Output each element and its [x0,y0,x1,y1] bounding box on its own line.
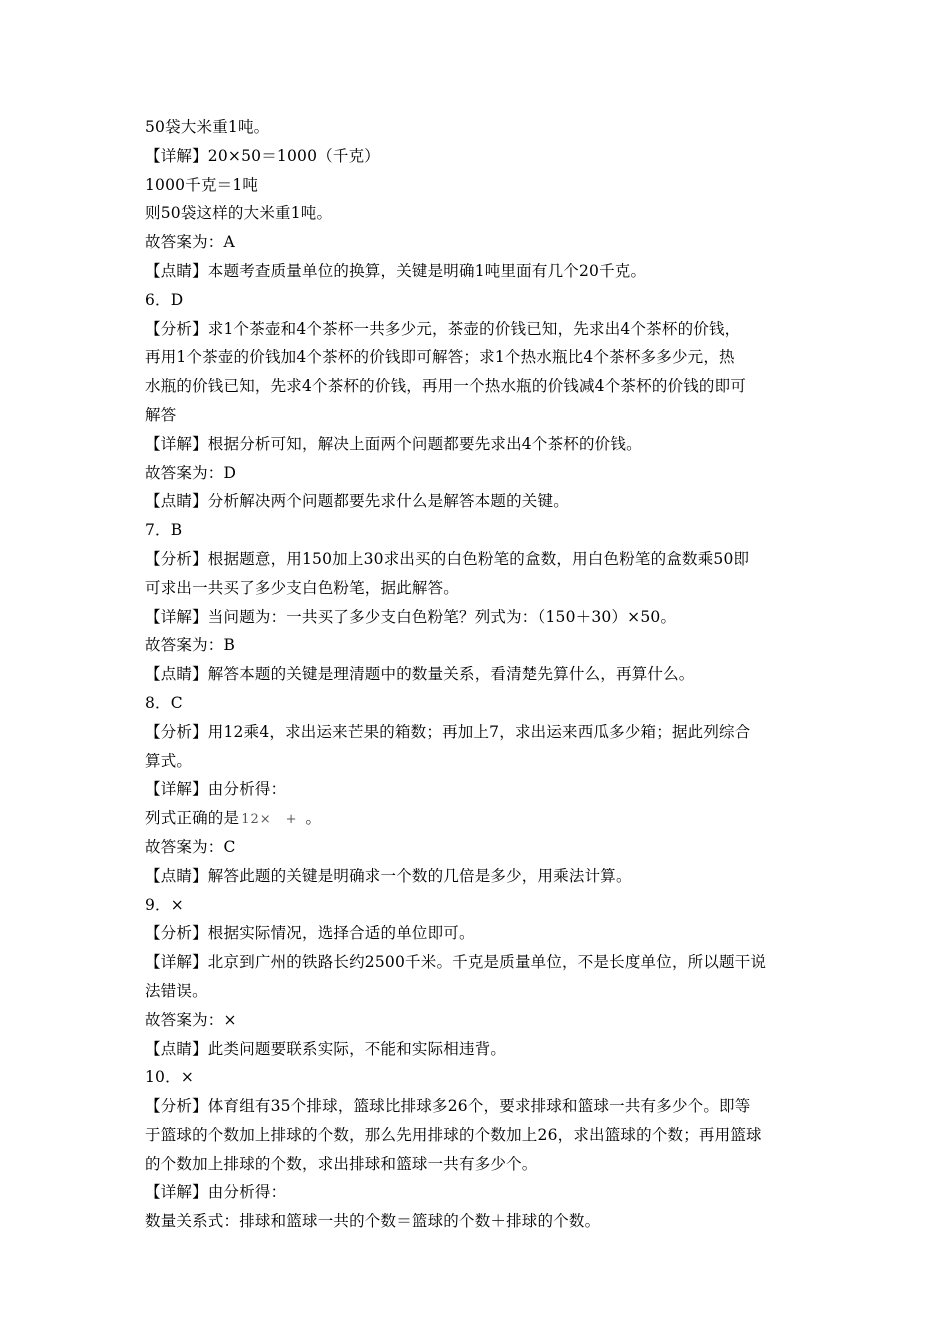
text-line: 50袋大米重1吨。 [145,118,270,136]
text-line: 解答 [145,405,177,424]
text-line: 【详解】北京到广州的铁路长约2500千米。千克是质量单位，不是长度单位，所以题干说 [145,953,767,972]
text-line: 则50袋这样的大米重1吨。 [145,204,333,223]
text-line: 【详解】20×50＝1000（千克） [145,146,380,165]
text-line: 法错误。 [145,981,208,1000]
text-line: 可求出一共买了多少支白色粉笔，据此解答。 [145,578,460,597]
formula-suffix: 。 [305,809,322,828]
text-line: 再用1个茶壶的价钱加4个茶杯的价钱即可解答；求1个热水瓶比4个茶杯多多少元，热 [145,348,735,367]
text-line: 【详解】根据分析可知，解决上面两个问题都要先求出4个茶杯的价钱。 [145,434,642,453]
question-number: 8．C [145,693,183,712]
text-line: 故答案为：× [145,1010,237,1029]
text-line: 于篮球的个数加上排球的个数，那么先用排球的个数加上26，求出篮球的个数；再用篮球 [145,1125,762,1144]
text-line: 故答案为：D [145,463,237,482]
question-number: 7．B [145,521,183,540]
text-line: 【点睛】此类问题要联系实际，不能和实际相违背。 [145,1039,507,1058]
text-line: 【点睛】本题考查质量单位的换算，关键是明确1吨里面有几个20千克。 [145,261,647,280]
text-line: 【分析】用12乘4，求出运来芒果的箱数；再加上7，求出运来西瓜多少箱；据此列综合 [145,722,751,741]
text-line: 【分析】体育组有35个排球，篮球比排球多26个，要求排球和篮球一共有多少个。即等 [145,1097,751,1116]
text-line: 【详解】当问题为：一共买了多少支白色粉笔？列式为：（150＋30）×50。 [145,607,677,626]
question-number: 6．D [145,290,184,309]
text-line: 故答案为：B [145,636,236,655]
formula-part-1: 12× [241,812,272,828]
text-line: 水瓶的价钱已知，先求4个茶杯的价钱，再用一个热水瓶的价钱减4个茶杯的价钱的即可 [145,377,747,396]
text-line: 【详解】由分析得： [145,780,287,799]
text-line: 算式。 [145,751,193,770]
text-line: 【点睛】解答本题的关键是理清题中的数量关系，看清楚先算什么，再算什么。 [145,665,695,684]
formula-line [145,804,810,833]
text-line: 数量关系式：排球和篮球一共的个数＝篮球的个数＋排球的个数。 [145,1212,601,1231]
formula-part-2: + [285,812,298,828]
question-number: 10．× [145,1068,195,1087]
question-number: 9．× [145,895,184,914]
text-line: 的个数加上排球的个数，求出排球和篮球一共有多少个。 [145,1154,538,1173]
text-line: 【分析】求1个茶壶和4个茶杯一共多少元，茶壶的价钱已知，先求出4个茶杯的价钱， [145,319,741,338]
formula-prefix: 列式正确的是 [145,809,240,828]
text-line: 故答案为：A [145,233,235,252]
formula-image [241,812,297,827]
text-line: 故答案为：C [145,837,236,856]
text-line: 【详解】由分析得： [145,1183,287,1202]
text-line: 【分析】根据题意，用150加上30求出买的白色粉笔的盒数，用白色粉笔的盒数乘50即 [145,549,750,568]
text-line: 1000千克＝1吨 [145,175,259,194]
text-line: 【点睛】解答此题的关键是明确求一个数的几倍是多少，用乘法计算。 [145,866,632,885]
document-page [145,113,810,1236]
text-line: 【点睛】分析解决两个问题都要先求什么是解答本题的关键。 [145,492,569,511]
text-line: 【分析】根据实际情况，选择合适的单位即可。 [145,924,475,943]
